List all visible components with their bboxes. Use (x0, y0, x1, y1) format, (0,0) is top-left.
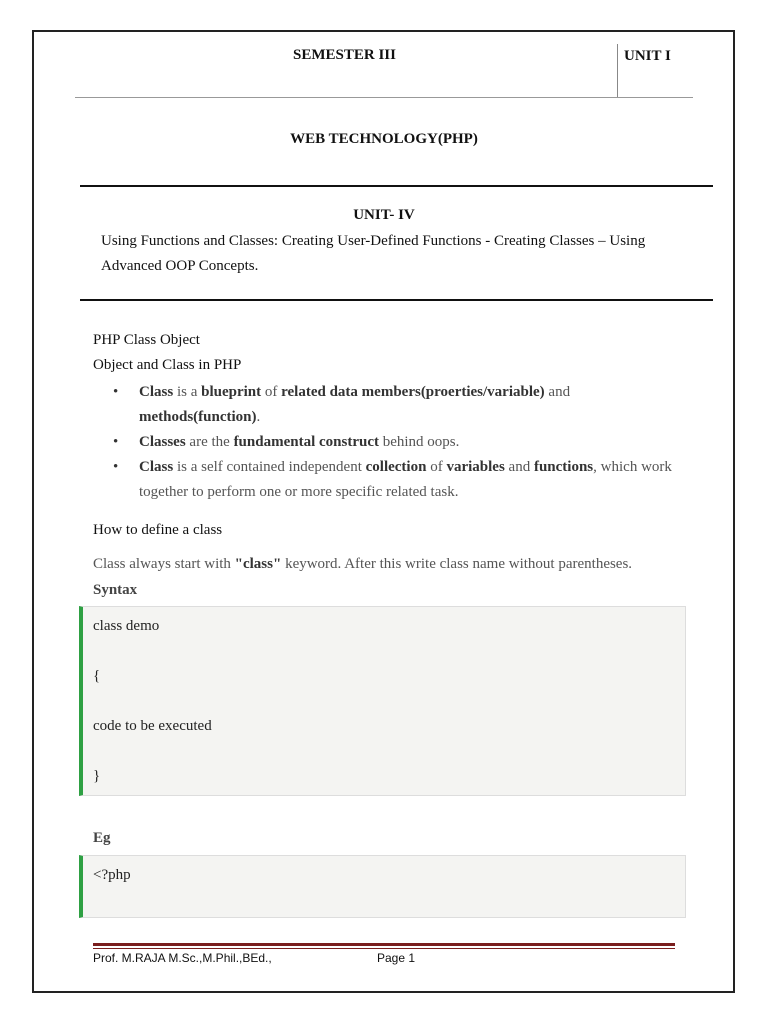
list-item (93, 430, 693, 455)
code-line: } (93, 768, 101, 784)
define-text (93, 556, 632, 573)
bullet-text: . (256, 409, 261, 425)
bullet-bold: functions (533, 459, 594, 475)
code-line: <?php (93, 867, 131, 883)
code-line: code to be executed (93, 718, 212, 734)
bullet-text: of (261, 384, 282, 400)
bullet-bold: collection (365, 459, 427, 475)
code-line: class demo (93, 618, 160, 634)
bullet-bold: Class (139, 384, 174, 400)
page-border (32, 30, 735, 993)
bullet-bold: fundamental construct (233, 434, 379, 450)
define-text-post: keyword. After this write class name without parentheses. (281, 556, 633, 572)
list-item (93, 380, 693, 430)
unit-heading: UNIT- IV (353, 207, 415, 223)
footer-rule (93, 943, 675, 946)
syntax-label: Syntax (93, 582, 138, 598)
top-rule (80, 185, 713, 187)
bullet-bold: Classes (139, 434, 186, 450)
unit-description: Using Functions and Classes: Creating User-Defined Functions - Creating Classes – Using Advanced OOP Concepts. (101, 233, 646, 274)
bullet-text: is a (173, 384, 202, 400)
course-title: WEB TECHNOLOGY(PHP) (290, 131, 478, 147)
define-text-pre: Class always start with (93, 556, 235, 572)
bullet-bold: variables (446, 459, 505, 475)
bullet-text: , which work together to perform one or more specific related task. (139, 459, 672, 500)
bullet-icon: • (113, 384, 119, 400)
bullet-text: and (504, 459, 534, 475)
bullet-text: behind oops. (378, 434, 460, 450)
footer-rule-thin (93, 948, 675, 949)
bullet-text: and (544, 384, 571, 400)
bullet-icon: • (113, 459, 119, 475)
section-title: PHP Class Object (93, 332, 200, 348)
bullet-text: is a self contained independent (173, 459, 366, 475)
bullet-bold: Class (139, 459, 174, 475)
header-divider (617, 44, 618, 97)
code-line: { (93, 668, 101, 684)
bullet-text: are the (185, 434, 234, 450)
bullet-icon: • (113, 434, 119, 450)
footer-page-number: Page 1 (377, 951, 416, 965)
footer-author: Prof. M.RAJA M.Sc.,M.Phil.,BEd., (93, 951, 272, 965)
bullet-bold: blueprint (201, 384, 262, 400)
unit-label: UNIT I (624, 48, 671, 64)
define-heading: How to define a class (93, 522, 223, 538)
semester-label: SEMESTER III (293, 47, 396, 63)
define-keyword: "class" (234, 556, 282, 572)
bullet-list (93, 380, 693, 505)
header-row (75, 44, 693, 98)
eg-label: Eg (93, 830, 111, 846)
bottom-rule (80, 299, 713, 301)
list-item (93, 455, 693, 505)
bullet-text: of (426, 459, 447, 475)
bullet-bold: methods(function) (139, 409, 257, 425)
bullet-bold: related data members(proerties/variable) (281, 384, 545, 400)
example-code-block (79, 855, 686, 918)
syntax-code-block (79, 606, 686, 796)
section-subtitle: Object and Class in PHP (93, 357, 242, 373)
